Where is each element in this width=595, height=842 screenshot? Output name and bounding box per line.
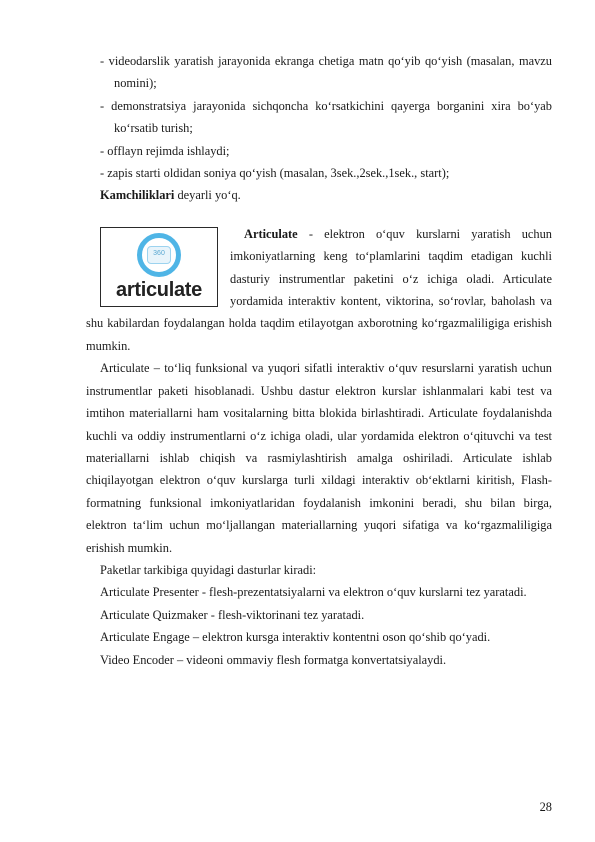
- articulate-logo: [100, 227, 218, 307]
- program-item: Articulate Engage – elektron kursga interaktiv kontentni oson qo‘shib qo‘yadi.: [100, 630, 491, 645]
- bullet-item: - offlayn rejimda ishlaydi;: [100, 143, 230, 158]
- logo-badge: 360: [147, 246, 171, 264]
- page-number: 28: [539, 800, 552, 814]
- description-paragraph: Articulate – to‘liq funksional va yuqori sifatli interaktiv o‘quv resurslarni yaratish uchun instrumentlar paketi hisoblanadi. Ushbu dastur elektron kurslar ishlanmalari kabi test va imtihon materiallarni ham vositalarning bitta blokida birlashtiradi. Articulate foydalanishda kuchli va oddiy instrumentlarni o‘z ichiga oladi, ular yordamida elektron o‘qituvchi va test materiallarni ishlab chiqish va rasmiylashtirish amalga oshiriladi. Articulate ishlab chiqilayotgan elektron o‘quv kurslarga turli xildagi interaktiv ob‘ektlarni kiritish, Flash-formatning funksional imkoniyatlaridan foydalanish imkonini beradi, shu bilan birga, elektron ta‘lim uchun mo‘ljallangan materiallarning yuqori sifatiga va ko‘rgazmaliligiga erishish mumkin.: [86, 361, 552, 555]
- program-item: Articulate Quizmaker - flesh-viktorinani tez yaratadi.: [100, 607, 365, 622]
- bullet-item: - videodarslik yaratish jarayonida ekranga chetiga matn qo‘yib qo‘yish (masalan, mavzu nomini);: [100, 54, 552, 91]
- articulate-360-icon: [137, 233, 181, 277]
- shortcomings-line: [86, 184, 552, 206]
- shortcomings-label: Kamchiliklari: [100, 188, 175, 203]
- program-item: Articulate Presenter - flesh-prezentatsiyalarni va elektron o‘quv kurslarni tez yaratadi.: [100, 585, 527, 600]
- intro-term: Articulate: [244, 226, 298, 241]
- packages-intro: Paketlar tarkibiga quyidagi dasturlar kiradi:: [100, 562, 317, 577]
- program-item: Video Encoder – videoni ommaviy flesh formatga konvertatsiyalaydi.: [100, 652, 447, 667]
- shortcomings-text: deyarli yo‘q.: [174, 188, 241, 203]
- document-body: [86, 50, 552, 671]
- bullet-item: - zapis starti oldidan soniya qo‘yish (masalan, 3sek.,2sek.,1sek., start);: [100, 166, 450, 181]
- bullet-item: - demonstratsiya jarayonida sichqoncha ko‘rsatkichini qayerga borganini xira bo‘yab ko‘rsatib turish;: [100, 98, 552, 136]
- logo-wordmark: articulate: [116, 278, 202, 301]
- intro-text: - elektron o‘quv kurslarni yaratish uchun imkoniyatlarning keng to‘plamlarini taqdim etadigan kuchli dasturiy instrumentlar paketini o‘z ichiga oladi. Articulate yordamida interaktiv kontent, viktorina, so‘rovlar, baholash va shu kabilardan foydalangan holda taqdim etilayotgan axborotning ko‘rgazmaliligiga erishish mumkin.: [86, 226, 552, 353]
